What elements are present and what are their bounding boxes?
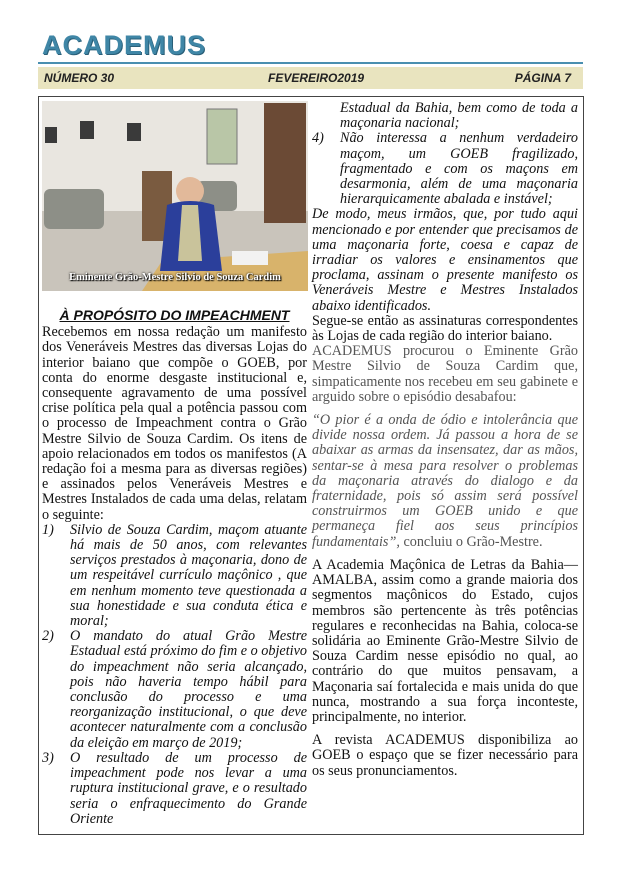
office-photo-illustration [42,101,308,291]
final-paragraph: A revista ACADEMUS disponibiliza ao GOEB o espaço que se fizer necessário para os seus pronunciamentos. [312,732,578,779]
manifesto-list [42,523,307,827]
photo-grand-master [42,101,308,291]
list-item: Estadual da Bahia, bem como de toda a maçonaria nacional; [340,100,578,132]
signatures-note: Segue-se então as assinaturas correspondentes às Lojas de cada região do interior baiano. [312,312,578,345]
issue-date: FEVEREIRO2019 [268,71,365,85]
article-intro: Recebemos em nossa redação um manifesto dos Veneráveis Mestres das diversas Lojas do interior baiano que compõe o GOEB, por conta do enorme desgaste institucional e, consequente agravamento de uma possível crise política pela qual a potência passou com o processo de Impeachment contra o Grão Mestre Silvio de Souza Cardim. Os itens de apoio relacionados em todos os manifestos (A redação foi a mesma para as diversas regiões) e assinados pelos Veneráveis Mestres e Mestres Instalados de cada uma delas, relatam o seguinte: [42,324,307,523]
grand-master-quote: “O pior é a onda de ódio e intolerância que divide nossa ordem. Já passou a hora de se abaixar as armas da insensatez, dar as mãos, sentar-se à mesa para resolver o problemas da maçonaria através do dialogo e da fraternidade, pois só assim será possível construirmos um GOEB unido e que permaneça fiel aos seus princípios fundamentais”, concluiu o Grão-Mestre. [312,412,578,550]
manifesto-closing: De modo, meus irmãos, que, por tudo aqui mencionado e por entender que precisamos de uma maçonaria forte, coesa e capaz de irradiar os valores e ensinamentos que proclama, assinam o presente manifesto os Veneráveis Mestre e Mestres Instalados abaixo identificados. [312,206,578,314]
manifesto-list-continued [312,101,578,207]
right-column [312,101,578,779]
article-heading: À PROPÓSITO DO IMPEACHMENT [59,307,290,323]
issue-info-bar [38,67,583,89]
list-item: 2) O mandato do atual Grão Mestre Estadual está próximo do fim e o objetivo do impeachment não seria alcançado, pois não haveria tempo hábil para conclusão do processo e uma reorganização institucional, o que deve acontecer naturalmente com a conclusão da eleição em março de 2019; [42,628,307,751]
page-number: PÁGINA 7 [514,71,571,85]
academus-paragraph: ACADEMUS procurou o Eminente Grão Mestre Silvio de Souza Cardim que, simpaticamente nos recebeu em seu gabinete e arguido sobre o episódio desabafou: [312,343,578,405]
photo-caption: Eminente Grão-Mestre Silvio de Souza Cardim [69,272,281,283]
issue-number: NÚMERO 30 [44,71,115,85]
masthead-rule [38,62,583,64]
list-item: 4) Não interessa a nenhum verdadeiro maçom, um GOEB fragilizado, fragmentado e com os maçons em desarmonia, além de uma maçonaria hierarquicamente abalada e instável; [312,130,578,208]
masthead-title: ACADEMUS [42,30,207,60]
list-item: 1) Silvio de Souza Cardim, maçom atuante há mais de 50 anos, com relevantes serviços prestados à maçonaria, dono de um respeitável currículo maçônico , que em nenhum momento teve questionada a sua honestidade e sua conduta ética e moral; [42,521,307,630]
list-item: 3) O resultado de um processo de impeachment pode nos levar a uma ruptura institucional grave, e o resultado seria o enfraquecimento do Grande Oriente [42,749,307,827]
left-column [42,308,307,827]
amalba-paragraph: A Academia Maçônica de Letras da Bahia— AMALBA, assim como a grande maioria dos segmentos maçônicos do Estado, cujos membros são pertencente às três potências regulares e reconhecidas na Bahia, coloca-se solidária ao Eminente Grão-Mestre Silvio de Souza Cardim nesse episódio no qual, ao contrário do que muitos pensavam, a Maçonaria saí fortalecida e mais unida do que nunca, mostrando a sua força inconteste, principalmente, no interior. [312,556,578,725]
